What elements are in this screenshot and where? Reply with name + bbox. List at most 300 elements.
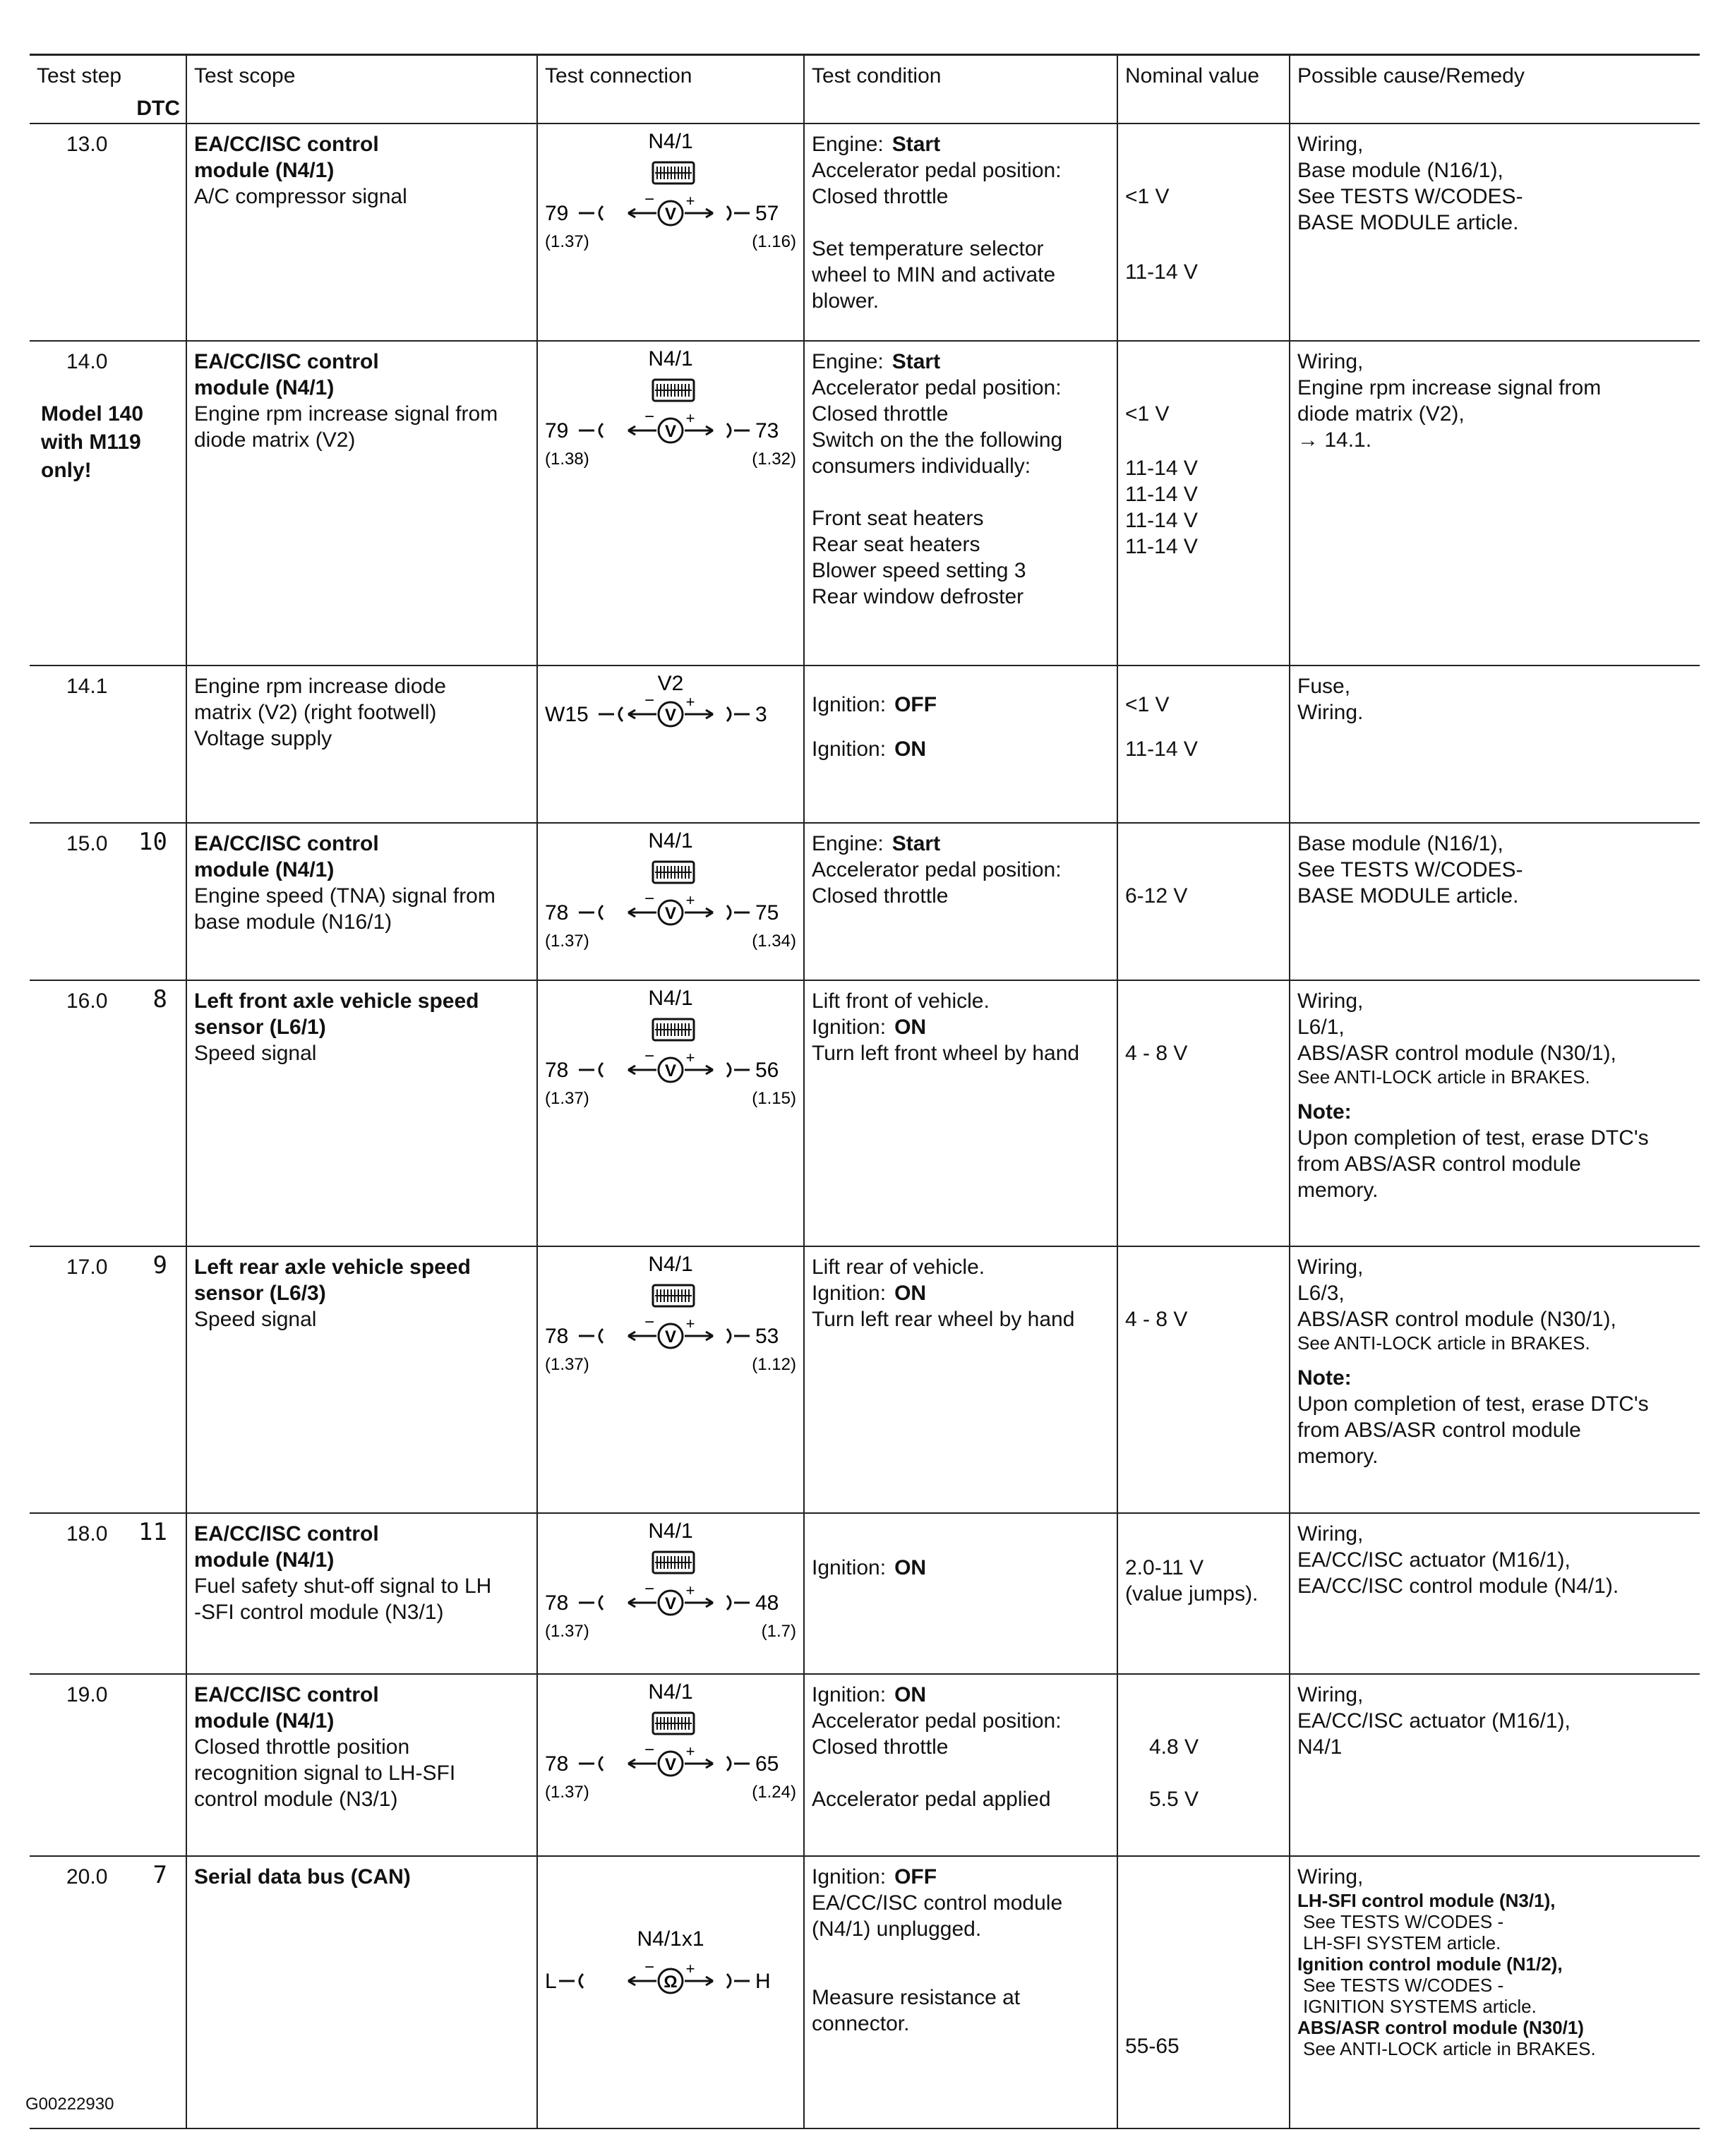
test-condition-line: Lift rear of vehicle. — [812, 1255, 985, 1279]
condition-value: Start — [891, 133, 941, 156]
left-socket-icon — [579, 1596, 603, 1610]
test-scope-line: base module (N16/1) — [194, 910, 392, 934]
plus-sign: + — [685, 1049, 695, 1066]
connection-title: N4/1 — [648, 829, 693, 853]
nominal-value: (value jumps). — [1125, 1582, 1259, 1606]
condition-label: Engine: — [812, 133, 884, 156]
possible-cause-line: Wiring, — [1297, 1522, 1364, 1546]
model-note — [37, 400, 179, 485]
cell-test-condition — [804, 1674, 1117, 1856]
possible-cause-line: Upon completion of test, erase DTC's — [1297, 1126, 1649, 1150]
connection-right-pin: H — [755, 1970, 771, 1993]
test-condition-line: Accelerator pedal position: — [812, 858, 1062, 881]
spacer — [1125, 375, 1282, 401]
connection-right-pin: 75 — [755, 901, 779, 925]
test-condition-line — [812, 1864, 1110, 1890]
connection-diagram — [544, 985, 798, 1126]
test-condition-line: Closed throttle — [812, 1735, 949, 1759]
cell-test-step — [30, 1246, 186, 1513]
connection-right-sub: (1.15) — [752, 1089, 796, 1108]
dtc-code: 11 — [138, 1518, 167, 1546]
cell-possible-cause — [1290, 341, 1700, 666]
test-condition-line: Accelerator pedal position: — [812, 159, 1062, 182]
test-condition-line: Set temperature selector — [812, 237, 1044, 260]
right-socket-icon — [727, 423, 750, 438]
spacer — [1125, 1254, 1282, 1280]
condition-label: Ignition: — [812, 737, 887, 761]
possible-cause-line: See ANTI-LOCK article in BRAKES. — [1297, 1332, 1590, 1354]
connection-diagram — [544, 670, 798, 812]
dtc-code: 9 — [152, 1251, 167, 1279]
cell-test-scope — [186, 1856, 537, 2128]
plus-sign: + — [685, 409, 695, 427]
module-plug-icon — [653, 1285, 694, 1306]
spacer — [1125, 718, 1282, 736]
possible-cause-line: See TESTS W/CODES - — [1303, 1975, 1504, 1996]
possible-cause-line: BASE MODULE article. — [1297, 884, 1519, 908]
header-test-step-label: Test step — [37, 64, 122, 88]
spacer — [812, 718, 1110, 736]
possible-cause-line: Base module (N16/1), — [1297, 832, 1503, 855]
possible-cause-line: Note: — [1297, 1366, 1352, 1390]
cell-test-scope — [186, 980, 537, 1246]
nominal-value: 55-65 — [1125, 2035, 1179, 2058]
nominal-value: <1 V — [1125, 185, 1170, 208]
possible-cause-line: EA/CC/ISC control module (N4/1). — [1297, 1574, 1619, 1598]
condition-value: ON — [894, 737, 927, 761]
left-socket-icon — [579, 1757, 603, 1771]
cell-test-scope — [186, 1513, 537, 1674]
cell-test-connection — [537, 980, 804, 1246]
spacer — [1125, 210, 1282, 259]
test-condition-line — [812, 1280, 1110, 1306]
connection-diagram — [544, 1518, 798, 1659]
cell-test-step — [30, 1674, 186, 1856]
cell-test-scope — [186, 341, 537, 666]
diagnostic-test-table — [30, 54, 1700, 2086]
minus-sign: − — [644, 889, 655, 908]
connection-left-sub: (1.38) — [545, 450, 589, 469]
nominal-value: 11-14 V — [1125, 260, 1198, 284]
cell-nominal-value — [1117, 666, 1290, 823]
minus-sign: − — [644, 1579, 655, 1598]
possible-cause-line: Wiring, — [1297, 350, 1364, 373]
test-condition-line — [812, 131, 1110, 157]
connection-right-pin: 56 — [755, 1059, 779, 1082]
test-scope-line: EA/CC/ISC control — [194, 1683, 379, 1706]
test-condition-line: Closed throttle — [812, 884, 949, 908]
spacer — [1149, 1760, 1282, 1786]
connection-diagram — [544, 1251, 798, 1392]
possible-cause-line: See ANTI-LOCK article in BRAKES. — [1297, 1066, 1590, 1088]
nominal-value: 4.8 V — [1149, 1735, 1199, 1759]
model-note-line: Model 140 — [41, 402, 144, 426]
right-socket-icon — [727, 905, 750, 920]
test-scope-line: Speed signal — [194, 1042, 317, 1065]
possible-cause-line: from ABS/ASR control module — [1297, 1419, 1581, 1442]
right-socket-icon — [727, 707, 750, 721]
condition-label: Engine: — [812, 350, 884, 373]
nominal-value: 6-12 V — [1125, 884, 1188, 908]
test-scope-line: Left front axle vehicle speed — [194, 989, 479, 1013]
condition-label: Ignition: — [812, 1683, 887, 1706]
connection-left-pin: 78 — [545, 901, 569, 925]
module-plug-icon — [653, 380, 694, 401]
header-test-step — [30, 55, 186, 124]
cell-test-step — [30, 980, 186, 1246]
test-scope-line: Serial data bus (CAN) — [194, 1865, 411, 1889]
nominal-value: 2.0-11 V — [1125, 1556, 1204, 1579]
test-scope-line: module (N4/1) — [194, 1709, 335, 1733]
cell-test-step — [30, 1513, 186, 1674]
table-row — [30, 823, 1700, 980]
nominal-value: 11-14 V — [1125, 535, 1198, 558]
cell-test-scope — [186, 1246, 537, 1513]
test-scope-line: Fuel safety shut-off signal to LH — [194, 1574, 492, 1598]
cell-test-connection — [537, 1674, 804, 1856]
possible-cause-line: LH-SFI SYSTEM article. — [1303, 1932, 1501, 1953]
connection-left-pin: W15 — [545, 703, 589, 726]
left-socket-icon — [579, 905, 603, 920]
test-step-number: 18.0 — [66, 1522, 108, 1546]
cell-test-condition — [804, 124, 1117, 341]
cell-test-scope — [186, 823, 537, 980]
module-plug-icon — [653, 1713, 694, 1734]
meter-symbol: V — [664, 706, 677, 725]
cell-possible-cause — [1290, 823, 1700, 980]
cell-possible-cause — [1290, 980, 1700, 1246]
nominal-value: 11-14 V — [1125, 457, 1198, 480]
test-condition-line: Accelerator pedal position: — [812, 1709, 1062, 1733]
test-scope-line: EA/CC/ISC control — [194, 350, 379, 373]
left-socket-icon — [579, 206, 603, 220]
header-test-scope: Test scope — [186, 55, 537, 124]
test-scope-line: Voltage supply — [194, 727, 332, 750]
spacer — [812, 210, 1110, 236]
header-possible-cause: Possible cause/Remedy — [1290, 55, 1700, 124]
connection-right-sub: (1.34) — [752, 932, 796, 951]
test-condition-line: EA/CC/ISC control module — [812, 1891, 1063, 1915]
condition-label: Engine: — [812, 832, 884, 855]
connection-left-sub: (1.37) — [545, 1783, 589, 1802]
test-scope-line: module (N4/1) — [194, 376, 335, 399]
connection-right-pin: 65 — [755, 1752, 779, 1776]
condition-value: ON — [894, 1282, 927, 1305]
condition-label: Ignition: — [812, 1865, 887, 1889]
cell-test-connection — [537, 124, 804, 341]
possible-cause-line: ABS/ASR control module (N30/1), — [1297, 1042, 1616, 1065]
test-condition-line: consumers individually: — [812, 454, 1031, 478]
dtc-code: 10 — [138, 828, 167, 856]
plus-sign: + — [685, 192, 695, 210]
test-condition-line: Switch on the the following — [812, 428, 1063, 452]
meter-symbol: V — [664, 904, 677, 923]
model-note-line: only! — [41, 459, 92, 482]
possible-cause-line: Upon completion of test, erase DTC's — [1297, 1392, 1649, 1416]
test-condition-line: (N4/1) unplugged. — [812, 1917, 982, 1941]
possible-cause-line: See TESTS W/CODES - — [1303, 1911, 1504, 1932]
test-scope-line: Left rear axle vehicle speed — [194, 1255, 471, 1279]
meter-symbol: V — [664, 1755, 677, 1774]
connection-title: V2 — [657, 672, 684, 695]
possible-cause-line: Wiring, — [1297, 133, 1364, 156]
test-condition-line: Lift front of vehicle. — [812, 989, 990, 1013]
meter-symbol: V — [664, 1594, 677, 1613]
nominal-value: 4 - 8 V — [1125, 1042, 1188, 1065]
table-row — [30, 341, 1700, 666]
connection-right-pin: 73 — [755, 419, 779, 442]
connection-left-sub: (1.37) — [545, 1089, 589, 1108]
test-condition-line: Rear seat heaters — [812, 533, 980, 556]
condition-value: Start — [891, 350, 941, 373]
cell-nominal-value — [1117, 341, 1290, 666]
plus-sign: + — [685, 1315, 695, 1332]
test-scope-line: EA/CC/ISC control — [194, 832, 379, 855]
possible-cause-line: Engine rpm increase signal from — [1297, 376, 1602, 399]
condition-label: Ignition: — [812, 1282, 887, 1305]
possible-cause-line: LH-SFI control module (N3/1), — [1297, 1890, 1556, 1911]
cell-nominal-value — [1117, 980, 1290, 1246]
cell-test-connection — [537, 1513, 804, 1674]
test-condition-line: Closed throttle — [812, 185, 949, 208]
model-note-line: with M119 — [41, 430, 141, 454]
possible-cause-line: See TESTS W/CODES- — [1297, 185, 1523, 208]
spacer — [1125, 1521, 1282, 1555]
connection-left-sub: (1.37) — [545, 1622, 589, 1641]
meter-symbol: V — [664, 422, 677, 441]
test-condition-line — [812, 349, 1110, 375]
possible-cause-line: Ignition control module (N1/2), — [1297, 1953, 1563, 1975]
minus-sign: − — [644, 190, 655, 209]
figure-code: G00222930 — [25, 2095, 114, 2114]
test-scope-line: module (N4/1) — [194, 159, 335, 182]
cell-test-condition — [804, 980, 1117, 1246]
nominal-value: 11-14 V — [1125, 509, 1198, 532]
test-step-number: 15.0 — [66, 832, 108, 855]
condition-label: Ignition: — [812, 1016, 887, 1039]
spacer — [812, 479, 1110, 505]
test-scope-line: Engine rpm increase diode — [194, 675, 446, 698]
dtc-code: 8 — [152, 985, 167, 1013]
condition-value: OFF — [894, 1865, 937, 1889]
possible-cause-line: Wiring. — [1297, 701, 1364, 724]
test-scope-line: Engine rpm increase signal from — [194, 402, 498, 426]
possible-cause-line: L6/3, — [1297, 1282, 1345, 1305]
connection-diagram — [544, 346, 798, 487]
spacer — [812, 1942, 1110, 1985]
left-socket-icon — [579, 1329, 603, 1343]
cell-possible-cause — [1290, 1674, 1700, 1856]
nominal-value: 11-14 V — [1125, 483, 1198, 506]
cell-test-condition — [804, 666, 1117, 823]
possible-cause-line: L6/1, — [1297, 1016, 1345, 1039]
cell-test-connection — [537, 341, 804, 666]
possible-cause-line: from ABS/ASR control module — [1297, 1152, 1581, 1176]
test-table — [30, 54, 1700, 2129]
test-condition-line: Turn left rear wheel by hand — [812, 1308, 1075, 1331]
possible-cause-line: Wiring, — [1297, 1683, 1364, 1706]
possible-cause-line: Wiring, — [1297, 989, 1364, 1013]
connection-right-sub: (1.7) — [761, 1622, 796, 1641]
possible-cause-line: ABS/ASR control module (N30/1) — [1297, 2017, 1584, 2038]
meter-symbol: V — [664, 1061, 677, 1080]
cell-nominal-value — [1117, 1856, 1290, 2128]
spacer — [1149, 1708, 1282, 1734]
table-row — [30, 1674, 1700, 1856]
possible-cause-line: memory. — [1297, 1179, 1379, 1202]
connection-diagram — [544, 128, 798, 270]
connection-right-pin: 53 — [755, 1325, 779, 1348]
cell-possible-cause — [1290, 1246, 1700, 1513]
test-step-number: 16.0 — [66, 989, 108, 1013]
cell-possible-cause — [1290, 1513, 1700, 1674]
dtc-code: 7 — [152, 1861, 167, 1889]
test-scope-line: -SFI control module (N3/1) — [194, 1601, 444, 1624]
spacer — [812, 673, 1110, 692]
cell-nominal-value — [1117, 124, 1290, 341]
cell-possible-cause — [1290, 1856, 1700, 2128]
connection-right-sub: (1.32) — [752, 450, 796, 469]
connection-left-sub: (1.37) — [545, 932, 589, 951]
cell-test-connection — [537, 823, 804, 980]
cell-test-step — [30, 666, 186, 823]
test-condition-line: Rear window defroster — [812, 585, 1024, 608]
cell-test-condition — [804, 823, 1117, 980]
spacer — [1125, 988, 1282, 1014]
possible-cause-line: Fuse, — [1297, 675, 1351, 698]
condition-value: ON — [894, 1683, 927, 1706]
connection-diagram — [544, 828, 798, 969]
possible-cause-line: diode matrix (V2), — [1297, 402, 1465, 426]
condition-label: Ignition: — [812, 693, 887, 716]
cell-test-step — [30, 341, 186, 666]
minus-sign: − — [644, 1313, 655, 1332]
connection-left-pin: 78 — [545, 1591, 569, 1615]
spacer — [812, 1521, 1110, 1555]
possible-cause-line: Base module (N16/1), — [1297, 159, 1503, 182]
test-scope-line: EA/CC/ISC control — [194, 1522, 379, 1546]
plus-sign: + — [685, 1960, 695, 1977]
test-scope-line: sensor (L6/3) — [194, 1282, 326, 1305]
minus-sign: − — [644, 1047, 655, 1066]
cell-test-scope — [186, 666, 537, 823]
test-scope-line: Closed throttle position — [194, 1735, 410, 1759]
spacer — [1125, 427, 1282, 455]
connection-diagram — [544, 1679, 798, 1820]
connection-left-pin: 79 — [545, 419, 569, 442]
cell-test-scope — [186, 124, 537, 341]
table-row — [30, 666, 1700, 823]
connection-right-sub: (1.16) — [752, 232, 796, 251]
right-socket-icon — [727, 1974, 750, 1988]
nominal-value: 4 - 8 V — [1125, 1308, 1188, 1331]
connection-right-sub: (1.12) — [752, 1355, 796, 1374]
left-socket-icon — [599, 707, 623, 721]
cell-test-step — [30, 124, 186, 341]
module-plug-icon — [653, 1552, 694, 1573]
possible-cause-line: EA/CC/ISC actuator (M16/1), — [1297, 1548, 1571, 1572]
test-step-number: 20.0 — [66, 1865, 108, 1889]
test-condition-line — [812, 692, 1110, 718]
module-plug-icon — [653, 1019, 694, 1040]
test-condition-line — [812, 736, 1110, 762]
test-step-number: 17.0 — [66, 1255, 108, 1279]
test-step-number: 14.1 — [66, 675, 108, 698]
nominal-value: 5.5 V — [1149, 1788, 1199, 1811]
minus-sign: − — [644, 407, 655, 426]
meter-symbol: V — [664, 205, 677, 224]
spacer — [1125, 831, 1282, 857]
header-nominal-value: Nominal value — [1117, 55, 1290, 124]
cell-nominal-value — [1117, 1246, 1290, 1513]
possible-cause-line: → 14.1. — [1297, 428, 1372, 452]
cell-test-condition — [804, 1856, 1117, 2128]
connection-title: N4/1 — [648, 130, 693, 153]
cell-test-step — [30, 1856, 186, 2128]
plus-sign: + — [685, 1582, 695, 1599]
test-condition-line: Front seat heaters — [812, 507, 984, 530]
right-socket-icon — [727, 1329, 750, 1343]
test-scope-line: A/C compressor signal — [194, 185, 407, 208]
test-scope-line: recognition signal to LH-SFI — [194, 1761, 456, 1785]
possible-cause-line: Wiring, — [1297, 1255, 1364, 1279]
table-row — [30, 1856, 1700, 2128]
condition-value: ON — [894, 1016, 927, 1039]
connection-title: N4/1 — [648, 347, 693, 371]
test-scope-line: Engine speed (TNA) signal from — [194, 884, 496, 908]
cell-nominal-value — [1117, 1513, 1290, 1674]
connection-left-pin: L — [545, 1970, 557, 1993]
right-socket-icon — [727, 1757, 750, 1771]
spacer — [1125, 1014, 1282, 1040]
test-condition-line: connector. — [812, 2012, 910, 2035]
test-condition-line: Closed throttle — [812, 402, 949, 426]
test-condition-line: blower. — [812, 289, 879, 313]
table-row — [30, 1513, 1700, 1674]
test-condition-line: Accelerator pedal applied — [812, 1788, 1051, 1811]
cell-test-connection — [537, 666, 804, 823]
minus-sign: − — [644, 691, 655, 710]
left-socket-icon — [559, 1974, 583, 1988]
right-socket-icon — [727, 1063, 750, 1077]
right-socket-icon — [727, 1596, 750, 1610]
test-condition-line — [812, 1682, 1110, 1708]
module-plug-icon — [653, 862, 694, 883]
connection-left-pin: 78 — [545, 1752, 569, 1776]
test-condition-line: Accelerator pedal position: — [812, 376, 1062, 399]
cell-test-step — [30, 823, 186, 980]
spacer — [1125, 1864, 1282, 2033]
header-test-condition: Test condition — [804, 55, 1117, 124]
possible-cause-line: ABS/ASR control module (N30/1), — [1297, 1308, 1616, 1331]
cell-test-connection — [537, 1856, 804, 2128]
plus-sign: + — [685, 693, 695, 711]
connection-left-sub: (1.37) — [545, 232, 589, 251]
connection-title: N4/1 — [648, 1519, 693, 1543]
condition-value: Start — [891, 832, 941, 855]
module-plug-icon — [653, 162, 694, 183]
nominal-value: 11-14 V — [1125, 737, 1198, 761]
meter-symbol: Ω — [664, 1973, 678, 1992]
table-row — [30, 1246, 1700, 1513]
right-socket-icon — [727, 206, 750, 220]
test-condition-line — [812, 1014, 1110, 1040]
cell-nominal-value — [1117, 823, 1290, 980]
test-condition-line: Measure resistance at — [812, 1986, 1021, 2009]
possible-cause-line: IGNITION SYSTEMS article. — [1303, 1996, 1537, 2017]
test-scope-line: control module (N3/1) — [194, 1788, 398, 1811]
minus-sign: − — [644, 1740, 655, 1759]
